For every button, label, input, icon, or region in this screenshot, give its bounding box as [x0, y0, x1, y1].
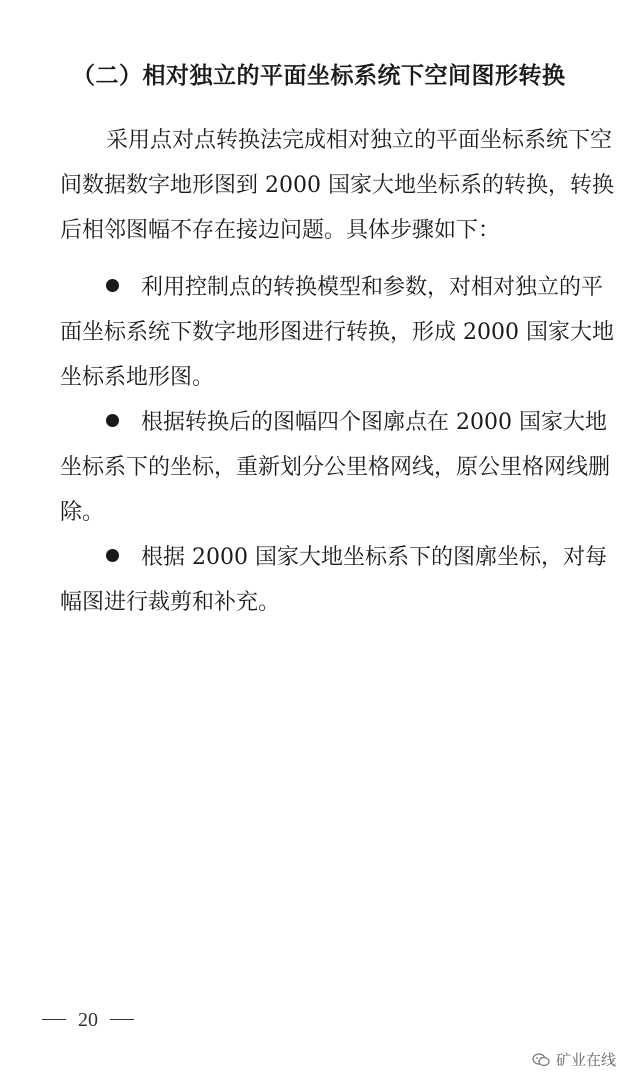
bullet-dot-icon — [106, 414, 119, 427]
bullet-dot-icon — [106, 549, 119, 562]
bullet-text-1: 利用控制点的转换模型和参数，对相对独立的平面坐标系统下数字地形图进行转换，形成 2000 国家大地坐标系地形图。 — [60, 275, 614, 390]
bullet-dot-icon — [106, 279, 119, 292]
section-heading: （二）相对独立的平面坐标系统下空间图形转换 — [72, 63, 566, 89]
bullet-item-1 — [60, 265, 620, 400]
dash-left — [42, 1019, 66, 1020]
watermark — [532, 1050, 616, 1070]
bullet-text-3: 根据 2000 国家大地坐标系下的图廓坐标，对每幅图进行裁剪和补充。 — [60, 545, 607, 615]
intro-paragraph: 采用点对点转换法完成相对独立的平面坐标系统下空间数据数字地形图到 2000 国家大地坐标系的转换，转换后相邻图幅不存在接边问题。具体步骤如下： — [60, 128, 614, 243]
dash-right — [110, 1019, 134, 1020]
bullet-item-3 — [60, 535, 620, 625]
wechat-icon — [532, 1053, 550, 1067]
bullet-text-2: 根据转换后的图幅四个图廓点在 2000 国家大地坐标系下的坐标，重新划分公里格网线，原公里格网线删除。 — [60, 410, 611, 525]
page-number-text: 20 — [78, 1009, 98, 1031]
watermark-text: 矿业在线 — [555, 1051, 616, 1069]
bullet-item-2 — [60, 400, 620, 535]
page-number — [30, 1008, 146, 1032]
